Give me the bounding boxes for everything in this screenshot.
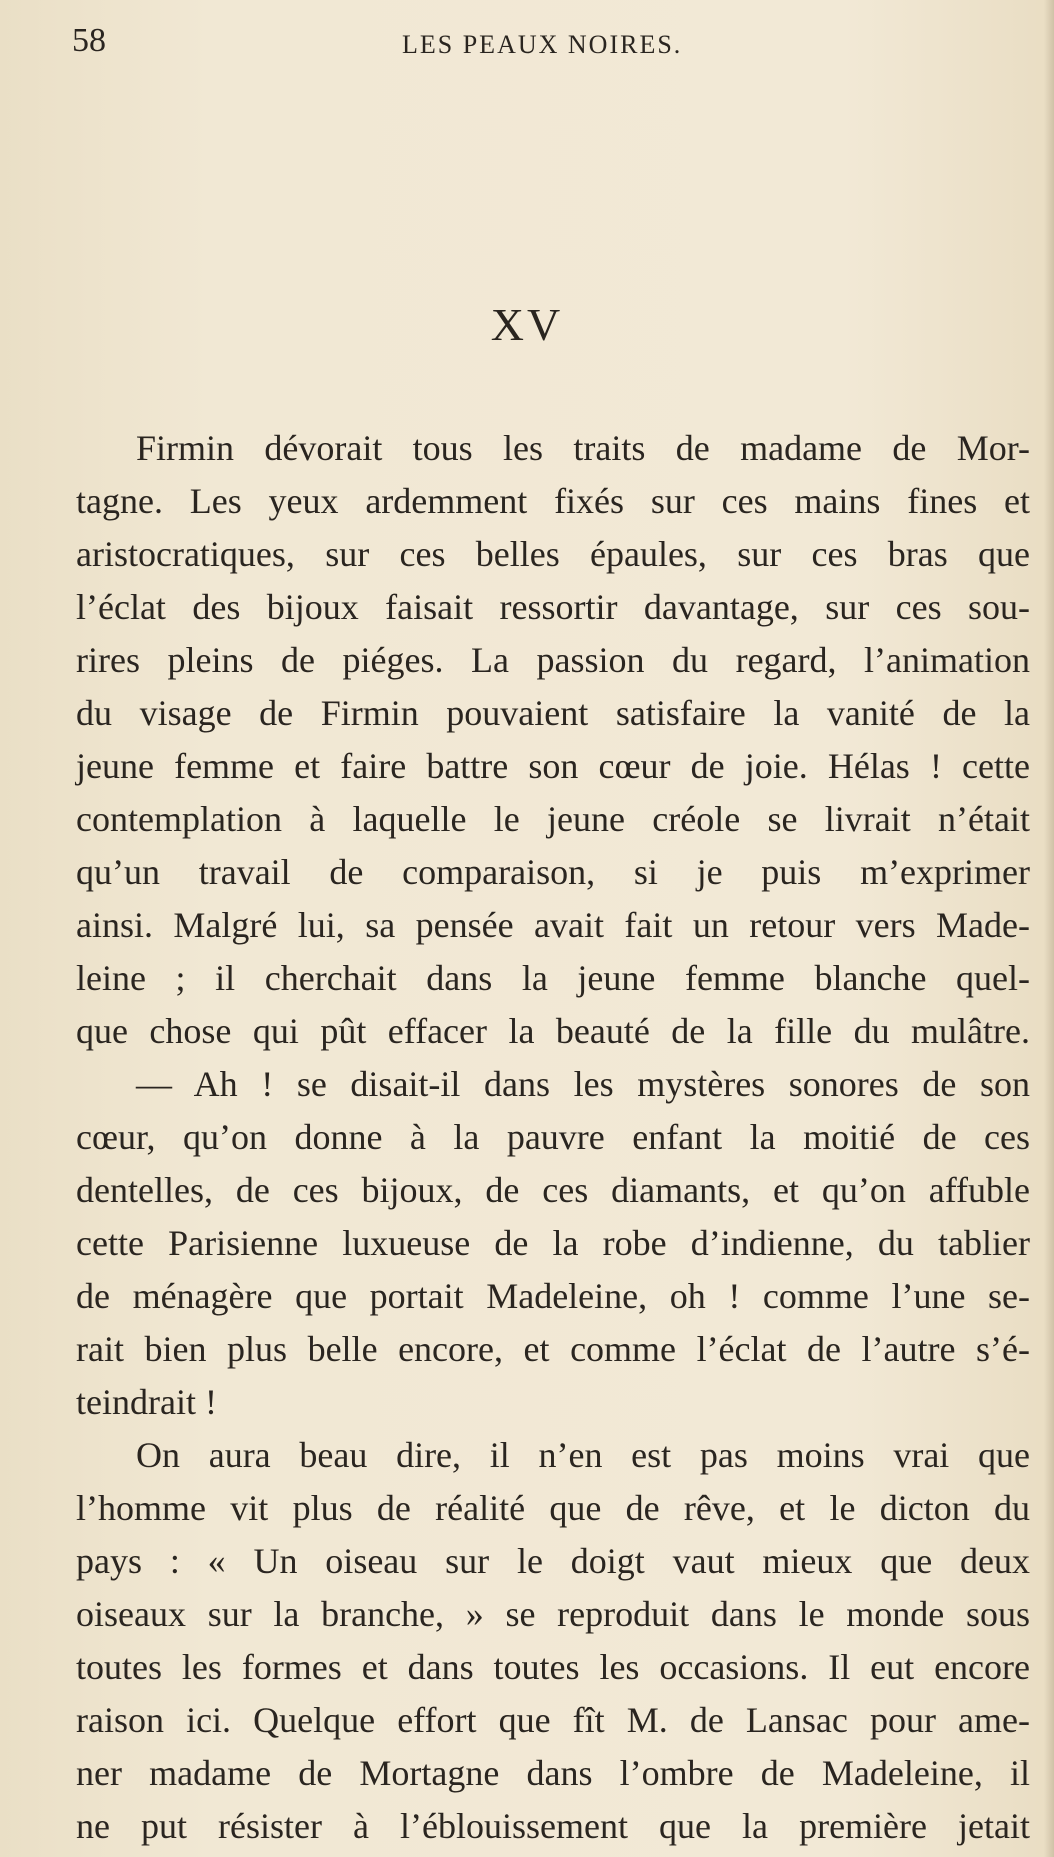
text-line: Firmin dévorait tous les traits de madame de Mor- [136, 428, 1030, 468]
text-line: de ménagère que portait Madeleine, oh ! comme l’une se- [76, 1276, 1030, 1316]
text-line: cette Parisienne luxueuse de la robe d’indienne, du tablier [76, 1223, 1030, 1263]
text-line: — Ah ! se disait-il dans les mystères sonores de son [136, 1064, 1030, 1104]
text-line: leine ; il cherchait dans la jeune femme blanche quel- [76, 958, 1030, 998]
text-line: aristocratiques, sur ces belles épaules, sur ces bras que [76, 534, 1030, 574]
text-line: ner madame de Mortagne dans l’ombre de Madeleine, il [76, 1753, 1030, 1793]
text-line: jeune femme et faire battre son cœur de joie. Hélas ! cette [76, 746, 1030, 786]
text-line: du visage de Firmin pouvaient satisfaire la vanité de la [76, 693, 1030, 733]
text-line: contemplation à laquelle le jeune créole se livrait n’était [76, 799, 1030, 839]
text-line: l’homme vit plus de réalité que de rêve, et le dicton du [76, 1488, 1030, 1528]
text-line: dentelles, de ces bijoux, de ces diamants, et qu’on affuble [76, 1170, 1030, 1210]
text-line: ainsi. Malgré lui, sa pensée avait fait un retour vers Made- [76, 905, 1030, 945]
text-line: tagne. Les yeux ardemment fixés sur ces mains fines et [76, 481, 1030, 521]
text-line: raison ici. Quelque effort que fît M. de Lansac pour ame- [76, 1700, 1030, 1740]
page-edge [1044, 0, 1054, 1857]
text-line: teindrait ! [76, 1382, 217, 1422]
text-line: que chose qui pût effacer la beauté de la fille du mulâtre. [76, 1011, 1030, 1051]
page-number: 58 [72, 22, 106, 59]
running-head: LES PEAUX NOIRES. [402, 30, 683, 59]
text-line: qu’un travail de comparaison, si je puis m’exprimer [76, 852, 1030, 892]
text-line: cœur, qu’on donne à la pauvre enfant la moitié de ces [76, 1117, 1030, 1157]
text-line: oiseaux sur la branche, » se reproduit dans le monde sous [76, 1594, 1030, 1634]
text-line: rires pleins de piéges. La passion du regard, l’animation [76, 640, 1030, 680]
text-line: rait bien plus belle encore, et comme l’éclat de l’autre s’é- [76, 1329, 1030, 1369]
text-line: l’éclat des bijoux faisait ressortir davantage, sur ces sou- [76, 587, 1030, 627]
text-line: ne put résister à l’éblouissement que la première jetait [76, 1806, 1030, 1846]
text-line: toutes les formes et dans toutes les occasions. Il eut encore [76, 1647, 1030, 1687]
chapter-number: XV [490, 299, 564, 350]
text-line: On aura beau dire, il n’en est pas moins vrai que [136, 1435, 1030, 1475]
text-line: pays : « Un oiseau sur le doigt vaut mieux que deux [76, 1541, 1030, 1581]
page-header [72, 22, 1032, 72]
body-text [76, 422, 1030, 1853]
